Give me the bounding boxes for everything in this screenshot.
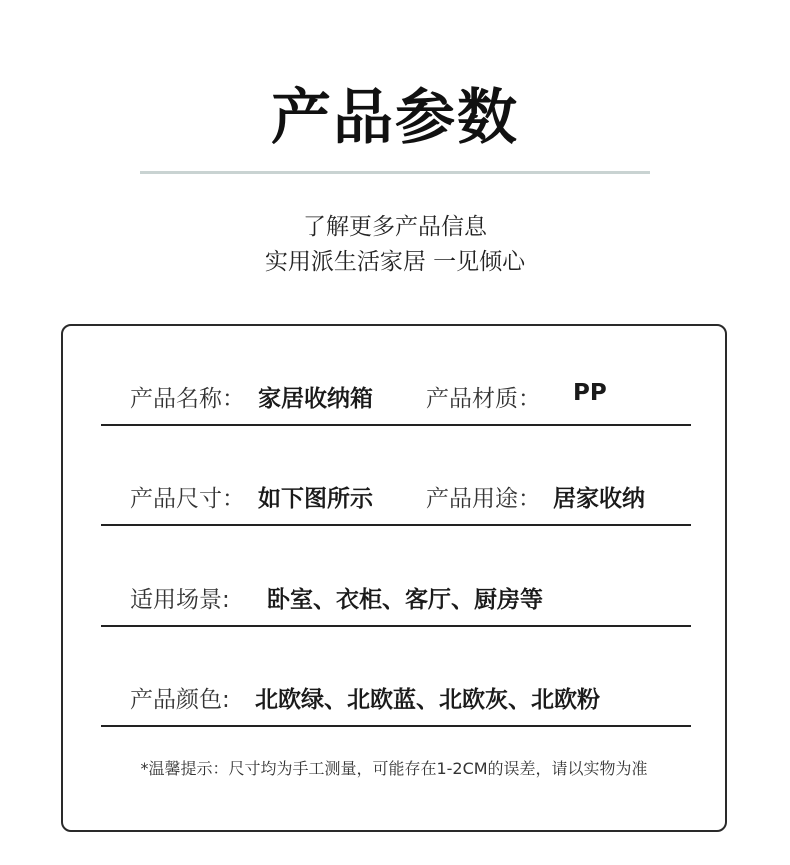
- spec-card: [61, 324, 727, 832]
- page-title: 产品参数: [271, 83, 519, 153]
- spec-value: PP: [573, 380, 607, 406]
- spec-value: 家居收纳箱: [258, 386, 373, 412]
- spec-value: 如下图所示: [258, 486, 373, 512]
- measurement-note: *温馨提示：尺寸均为手工测量，可能存在1-2CM的误差，请以实物为准: [140, 759, 648, 778]
- row-divider: [101, 725, 691, 727]
- spec-row-size-usage: [101, 426, 691, 526]
- spec-row-colors: [101, 627, 691, 727]
- subtitle-line-2: 实用派生活家居 一见倾心: [264, 249, 526, 275]
- spec-row-name-material: [101, 326, 691, 426]
- spec-value: 居家收纳: [553, 486, 645, 512]
- title-divider: [140, 171, 650, 174]
- row-divider: [101, 524, 691, 526]
- spec-value: 卧室、衣柜、客厅、厨房等: [267, 587, 543, 613]
- subtitle-line-1: 了解更多产品信息: [303, 214, 487, 240]
- spec-label: 产品用途：: [426, 486, 541, 512]
- spec-label: 产品尺寸：: [130, 486, 245, 512]
- spec-label: 产品材质：: [426, 386, 541, 412]
- spec-label: 适用场景:: [130, 587, 230, 613]
- spec-label: 产品颜色:: [130, 687, 230, 713]
- spec-value: 北欧绿、北欧蓝、北欧灰、北欧粉: [255, 687, 600, 713]
- spec-row-scenes: [101, 527, 691, 627]
- spec-label: 产品名称：: [130, 386, 245, 412]
